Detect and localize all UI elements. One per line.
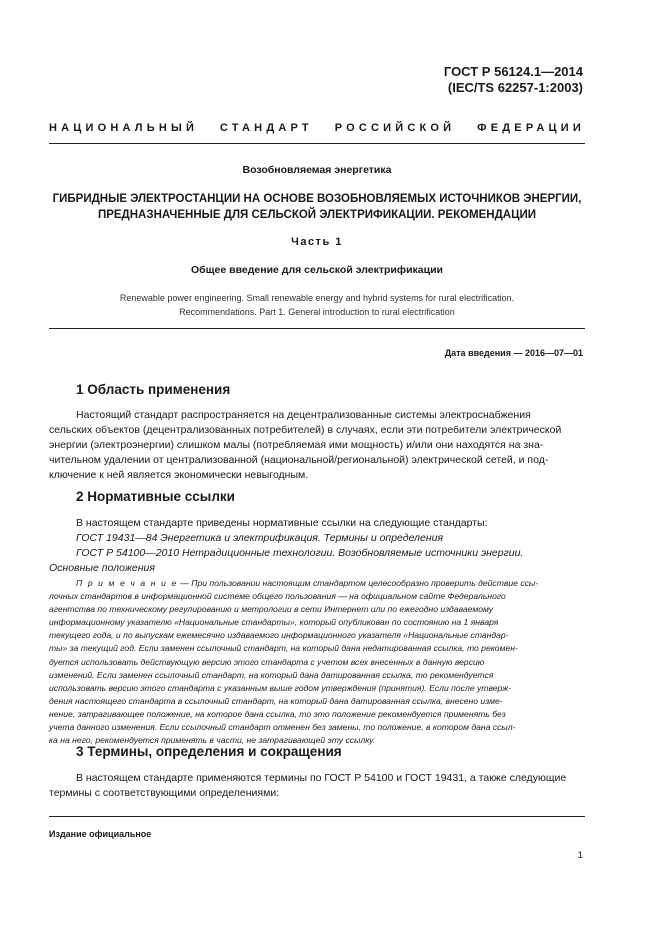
paragraph-line: В настоящем стандарте применяются термины по ГОСТ Р 54100 и ГОСТ 19431, а также следующие xyxy=(76,772,567,784)
section-2-references xyxy=(49,516,585,576)
english-title xyxy=(49,291,585,319)
part-label: Часть 1 xyxy=(291,236,343,248)
section-3-paragraph xyxy=(49,771,585,801)
title-rule xyxy=(49,328,585,329)
note-line: агентства по техническому регулированию и метрологии в сети Интернет или по ежегодно издаваемому xyxy=(49,604,494,615)
section-heading: 1 Область применения xyxy=(76,382,231,397)
english-title-line: Renewable power engineering. Small renewable energy and hybrid systems for rural electrification. xyxy=(119,293,515,303)
section-heading: 2 Нормативные ссылки xyxy=(76,489,235,504)
paragraph-line: ключение к ней является экономически невыгодным. xyxy=(49,469,309,481)
reference-gost-r-54100-cont: Основные положения xyxy=(49,562,155,574)
standard-identifier xyxy=(444,64,583,96)
paragraph-line: энергии (электроэнергии) слишком малы (потребляемая ими мощность) и/или они находятся на зна- xyxy=(49,439,544,451)
note-line: ка на него, рекомендуется применять в части, не затрагивающей эту ссылку. xyxy=(49,735,376,746)
note-line: ты» за текущий год. Если заменен ссылочный стандарт, на который дана недатированная ссылка, то рекомен- xyxy=(49,643,518,654)
page-number: 1 xyxy=(577,850,583,861)
national-standard-heading: НАЦИОНАЛЬНЫЙ СТАНДАРТ РОССИЙСКОЙ ФЕДЕРАЦИИ xyxy=(49,122,585,134)
note-line: использовать версию этого стандарта с указанным выше годом утверждения (принятия). Если после утверж- xyxy=(49,682,511,693)
standard-title xyxy=(49,191,585,223)
references-note xyxy=(49,577,585,747)
note-line: информационному указателю «Национальные стандарты», который опубликован по состоянию на 1 января xyxy=(49,617,499,628)
footer-rule xyxy=(49,816,585,817)
references-intro: В настоящем стандарте приведены нормативные ссылки на следующие стандарты: xyxy=(76,517,488,529)
header-rule xyxy=(49,143,585,144)
iec-number: (IEC/TS 62257-1:2003) xyxy=(447,80,583,95)
part-subtitle: Общее введение для сельской электрификации xyxy=(191,264,443,276)
title-line: ПРЕДНАЗНАЧЕННЫЕ ДЛЯ СЕЛЬСКОЙ ЭЛЕКТРИФИКАЦИИ. РЕКОМЕНДАЦИИ xyxy=(97,209,537,221)
paragraph-line: сельских объектов (децентрализованных потребителей) в случаях, если эти потребители электрической xyxy=(49,424,562,436)
note-line: — При пользовании настоящим стандартом целесообразно проверить действие ссы- xyxy=(177,578,539,588)
note-line: лочных стандартов в информационной системе общего пользования — на официальном сайте Федерального xyxy=(49,591,506,602)
english-title-line: Recommendations. Part 1. General introduction to rural electrification xyxy=(179,307,455,317)
note-line: нение, затрагивающее положение, на которое дана ссылка, то это положение рекомендуется применять без xyxy=(49,708,506,719)
reference-gost-r-54100: ГОСТ Р 54100—2010 Нетрадиционные технологии. Возобновляемые источники энергии. xyxy=(76,547,524,559)
paragraph-line: чительном удалении от централизованной (национальной/региональной) электрической сетей, и под- xyxy=(49,454,549,466)
standard-subject: Возобновляемая энергетика xyxy=(242,164,392,176)
note-line: изменений. Если заменен ссылочный стандарт, на который дана датированная ссылка, то рекомендуется xyxy=(49,669,494,680)
paragraph-line: Настоящий стандарт распространяется на децентрализованные системы электроснабжения xyxy=(76,409,531,421)
title-line: ГИБРИДНЫЕ ЭЛЕКТРОСТАНЦИИ НА ОСНОВЕ ВОЗОБНОВЛЯЕМЫХ ИСТОЧНИКОВ ЭНЕРГИИ, xyxy=(52,193,582,205)
section-1-paragraph xyxy=(49,408,585,483)
note-line: дуется использовать действующую версию этого стандарта с учетом всех внесенных в данную версию xyxy=(49,656,485,667)
paragraph-line: термины с соответствующими определениями: xyxy=(49,787,280,799)
introduction-date: Дата введения — 2016—07—01 xyxy=(444,348,583,358)
gost-number: ГОСТ Р 56124.1—2014 xyxy=(443,64,583,79)
note-line: дения настоящего стандарта в ссылочный стандарт, на который дана датированная ссылка, внесено изме- xyxy=(49,695,503,706)
note-label: П р и м е ч а н и е xyxy=(76,578,178,588)
official-edition-label: Издание официальное xyxy=(49,829,152,839)
section-heading: 3 Термины, определения и сокращения xyxy=(76,744,342,759)
note-line: текущего года, и по выпускам ежемесячно издаваемого информационного указателя «Национальные стандар- xyxy=(49,630,509,641)
note-line: учета данного изменения. Если ссылочный стандарт отменен без замены, то положение, в котором дана ссыл- xyxy=(49,722,516,733)
reference-gost-19431: ГОСТ 19431—84 Энергетика и электрификация. Термины и определения xyxy=(76,532,444,544)
